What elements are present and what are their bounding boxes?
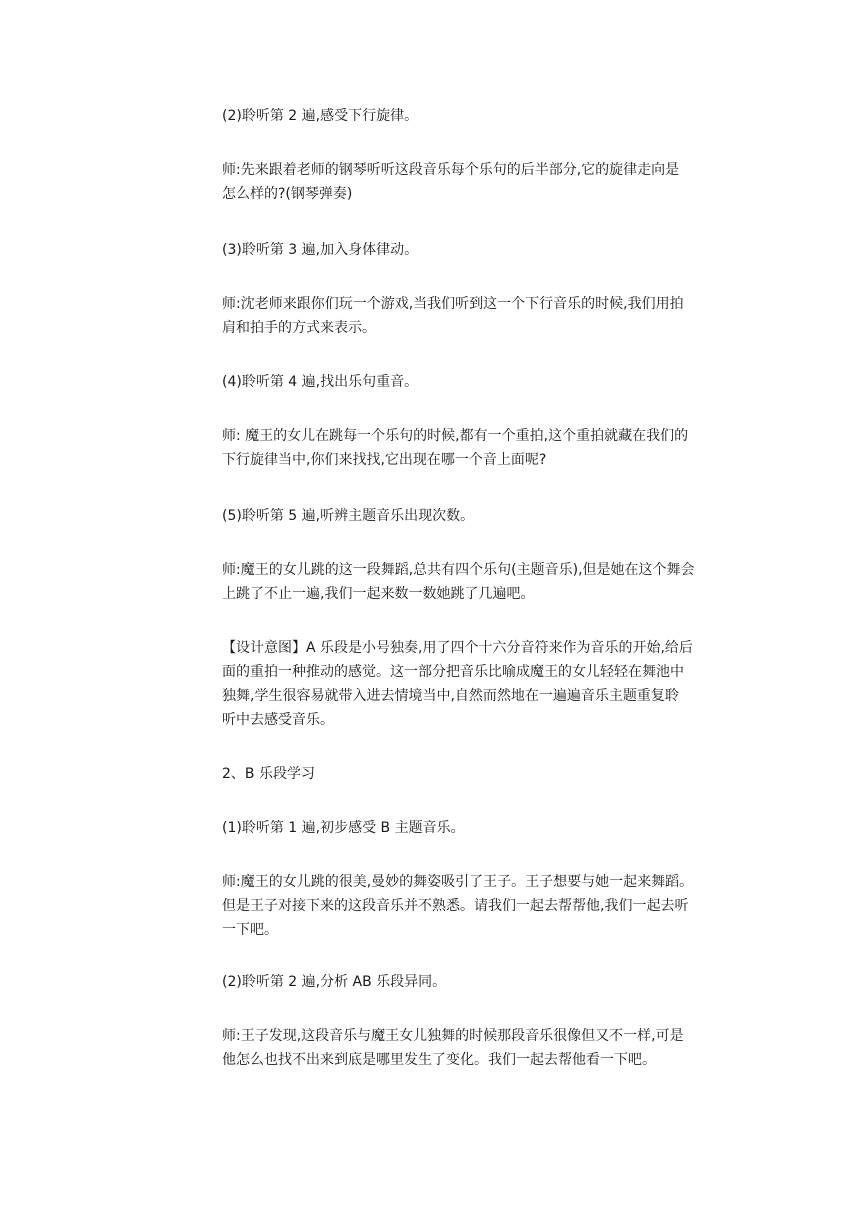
- paragraph-listen-2: (2)聆听第 2 遍,感受下行旋律。: [222, 108, 419, 124]
- paragraph-listen-5: (5)聆听第 5 遍,听辨主题音乐出现次数。: [222, 508, 475, 524]
- section-heading-b: 2、B 乐段学习: [222, 766, 315, 782]
- paragraph-listen-4: (4)聆听第 4 遍,找出乐句重音。: [222, 374, 419, 390]
- paragraph-design-intent: 【设计意图】A 乐段是小号独奏,用了四个十六分音符来作为音乐的开始,给后 面的重拍一种推动的感觉。这一部分把音乐比喻成魔王的女儿轻轻在舞池中 独舞,学生很容易就带入进去情境当中,自然而然地在一遍遍音乐主题重复聆 听中去感受音乐。: [222, 640, 693, 728]
- paragraph-b-listen-2: (2)聆听第 2 遍,分析 AB 乐段异同。: [222, 974, 447, 990]
- paragraph-b-listen-1: (1)聆听第 1 遍,初步感受 B 主题音乐。: [222, 820, 465, 836]
- paragraph-teacher-game: 师:沈老师来跟你们玩一个游戏,当我们听到这一个下行音乐的时候,我们用拍 肩和拍手的方式来表示。: [222, 296, 684, 336]
- paragraph-teacher-accent: 师: 魔王的女儿在跳每一个乐句的时候,都有一个重拍,这个重拍就藏在我们的 下行旋律当中,你们来找找,它出现在哪一个音上面呢?: [222, 428, 689, 468]
- paragraph-listen-3: (3)聆听第 3 遍,加入身体律动。: [222, 242, 419, 258]
- paragraph-teacher-compare: 师:王子发现,这段音乐与魔王女儿独舞的时候那段音乐很像但又不一样,可是 他怎么也找不出来到底是哪里发生了变化。我们一起去帮他看一下吧。: [222, 1028, 684, 1068]
- paragraph-teacher-count: 师:魔王的女儿跳的这一段舞蹈,总共有四个乐句(主题音乐),但是她在这个舞会 上跳了不止一遍,我们一起来数一数她跳了几遍吧。: [222, 562, 695, 602]
- paragraph-teacher-piano: 师:先来跟着老师的钢琴听听这段音乐每个乐句的后半部分,它的旋律走向是 怎么样的?(钢琴弹奏): [222, 162, 680, 202]
- paragraph-teacher-prince: 师:魔王的女儿跳的很美,曼妙的舞姿吸引了王子。王子想要与她一起来舞蹈。 但是王子对接下来的这段音乐并不熟悉。请我们一起去帮帮他,我们一起去听 一下吧。: [222, 874, 694, 938]
